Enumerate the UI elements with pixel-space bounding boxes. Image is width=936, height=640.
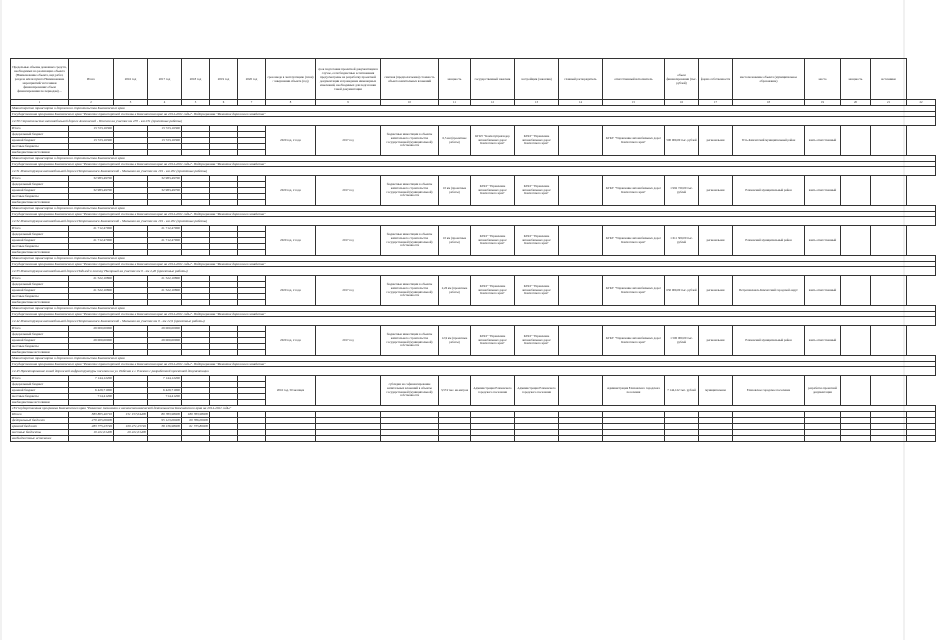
program-title: Государственная программа Камчатского края "Развитие транспортной системы в Камчатском крае на 2014-2021 годы". Подпрограмма "Развитие дорожного хозяйства" [11, 111, 936, 117]
column-number: 12 [471, 100, 515, 106]
header-cell: Предельные объемы денежных средств, необходимых на реализацию объекта (Наименование объекта, вид работ, раздела и/или пункта Наименование мероприятий/ источники финансирования/ объем финансирования по периодам) ... [11, 59, 69, 100]
builder-cell: КГКУ "Управление автомобильных дорог Камчатского края" [515, 176, 559, 206]
funding-total: 21 712,47000 [69, 226, 114, 232]
investment-kind: бюджетные инвестиции в объекты капитального строительства государственной (муниципальной) собственности [381, 276, 439, 306]
object-number: 12.43 [12, 368, 20, 373]
program-title: Государственная программа Камчатского края "Развитие транспортной системы в Камчатском крае на 2014-2021 годы". Подпрограмма "Развитие дорожного хозяйства" [11, 161, 936, 167]
volume-cell: 500 000,00 тыс. рублей [665, 126, 699, 156]
funding-empty [559, 435, 603, 441]
object-number: 12.42 [12, 318, 20, 323]
capacity-cell: 2,26 км (проектные работы) [439, 276, 471, 306]
empty-cell [559, 376, 603, 406]
funding-2018: 180 783,98000 [182, 411, 210, 417]
final-funding-row [11, 435, 936, 441]
object-title: Реконструкция автомобильной дороги Петропавловск-Камчатский - Мильково на участке км 0 - км 12,9 (проектные работы) [20, 318, 205, 323]
capacity-cell: 12,9 км (проектные работы) [439, 326, 471, 356]
funding-2017: 29 000,00000 [148, 338, 182, 344]
funding-empty [665, 435, 699, 441]
location-cell: Петропавловск-Камчатский городской округ [733, 276, 805, 306]
column-number: 22 [907, 100, 936, 106]
funding-empty [805, 435, 841, 441]
funding-empty [603, 435, 665, 441]
funding-total: 21 522,10800 [69, 276, 114, 282]
funding-label: Итого [11, 326, 69, 332]
funding-2018 [182, 435, 210, 441]
investment-kind: бюджетные инвестиции в объекты капитального строительства государственной (муниципальной) собственности [381, 226, 439, 256]
location-cell: Елизовское городское поселение [733, 376, 805, 406]
funding-total: 21 522,10800 [69, 288, 114, 294]
funding-empty [238, 435, 266, 441]
empty-cell [871, 326, 907, 356]
column-number: 15 [603, 100, 665, 106]
place-cell: взять ответственный [805, 176, 841, 206]
funding-label: Итого [11, 411, 69, 417]
funding-empty [381, 435, 439, 441]
funding-label: местные бюджеты [11, 294, 69, 300]
place-cell: взять ответственный [805, 126, 841, 156]
object-title: Проектирование линий дорожной инфраструктуры поселков на ул. Рабочая в г. Елизово с разработкой проектной документации [20, 368, 209, 373]
funding-empty [699, 435, 733, 441]
column-number: 6 [210, 100, 238, 106]
funding-label: федеральный бюджет [11, 332, 69, 338]
scan-edge-left [0, 0, 2, 640]
funding-2017: 13 723,16300 [148, 126, 182, 132]
header-cell: Итого [69, 59, 114, 100]
funding-2016: 109 271,25749 [114, 423, 148, 429]
builder-cell: Администрация Елизовского городского поселения [515, 376, 559, 406]
header-cell: источники [871, 59, 907, 100]
funding-total: 383 805,46710 [69, 411, 114, 417]
final-number: 18 [12, 406, 16, 411]
capacity-cell: 6,5 км (проектные работы) [439, 126, 471, 156]
funding-label: местные бюджеты [11, 244, 69, 250]
header-cell: объем финансирования (тыс. рублей) [665, 59, 699, 100]
funding-total: 19 221,01400 [69, 429, 114, 435]
header-cell: сметная (предполагаемая) стоимость объекта капитальных вложений [381, 59, 439, 100]
funding-total [69, 435, 114, 441]
funding-2017: 21 522,10800 [148, 288, 182, 294]
funding-empty [871, 435, 907, 441]
empty-cell [841, 376, 871, 406]
funding-2016: 29 221,01400 [114, 429, 148, 435]
funding-2017: 714,41200 [148, 394, 182, 400]
ownership-cell: региональная [699, 326, 733, 356]
funding-2017: 21 712,47000 [148, 226, 182, 232]
place-cell: разработка проектной документации [805, 376, 841, 406]
customer-cell: КГКУ "Камчатуправтодор автомобильных дорог Камчатского края" [471, 126, 515, 156]
header-cell: 2019 год [210, 59, 238, 100]
final-title: Государственная программа Камчатского края "Развитие экономики и внешнеэкономической деятельности Камчатского края на 2014-2021 годы" [16, 406, 232, 411]
program-title: Государственная программа Камчатского края "Развитие транспортной системы в Камчатском крае на 2014-2021 годы". Подпрограмма "Развитие дорожного хозяйства" [11, 361, 936, 367]
funding-total: 6 429,71000 [69, 388, 114, 394]
builder-cell: КГКУ "Управление автомобильных дорог Камчатского края" [515, 276, 559, 306]
header-row [11, 59, 936, 100]
section-title: Министерство транспорта и дорожного строительства Камчатского края [11, 106, 936, 112]
funding-label: внебюджетные источники [11, 435, 69, 441]
object-name [11, 217, 936, 226]
deadline-cell: 2016 год, 50 месяцев [266, 376, 316, 406]
section-title: Министерство транспорта и дорожного строительства Камчатского края [11, 206, 936, 212]
funding-label: федеральный бюджет [11, 282, 69, 288]
investment-kind: субсидии на софинансирование капитальных вложений в объекты государственной (муниципальной) собственности [381, 376, 439, 406]
funding-2017: 38 136,98000 [148, 423, 182, 429]
section-title: Министерство транспорта и дорожного строительства Камчатского края [11, 306, 936, 312]
funding-empty [907, 435, 936, 441]
design-cell: 2017 год [316, 176, 381, 206]
capacity-cell: 10 км (проектные работы) [439, 226, 471, 256]
empty-cell [559, 226, 603, 256]
object-title: Реконструкция автомобильной дороги Петропавловск-Камчатский - Мильково на участке км 191 - км 201 (проектные работы) [20, 218, 208, 223]
object-name [11, 267, 936, 276]
empty-cell [841, 326, 871, 356]
object-row [11, 217, 936, 226]
customer-cell: КГКУ "Управление автомобильных дорог Камчатского края" [471, 276, 515, 306]
funding-2017: 21 712,47000 [148, 238, 182, 244]
column-number: 17 [699, 100, 733, 106]
header-cell: государственный заказчик [471, 59, 515, 100]
empty-cell [871, 176, 907, 206]
funding-label: краевой бюджет [11, 238, 69, 244]
program-title: Государственная программа Камчатского края "Развитие транспортной системы в Камчатском крае на 2014-2021 годы". Подпрограмма "Развитие дорожного хозяйства" [11, 261, 936, 267]
column-number: 7 [238, 100, 266, 106]
header-cell: 2017 год [148, 59, 182, 100]
funding-label: краевой бюджет [11, 288, 69, 294]
column-number: 5 [182, 100, 210, 106]
object-name [11, 117, 936, 126]
column-number: 9 [316, 100, 381, 106]
object-name [11, 317, 936, 326]
column-number: 2 [69, 100, 114, 106]
funding-2017: 21 522,10800 [148, 276, 182, 282]
volume-cell: 7 144,122 тыс. рублей [665, 376, 699, 406]
location-cell: Елизовский муниципальный район [733, 226, 805, 256]
column-number: 21 [871, 100, 907, 106]
object-number: 12.30 [12, 118, 20, 123]
object-row [11, 117, 936, 126]
volume-cell: 1 500 000,00 тыс. рублей [665, 326, 699, 356]
funding-total: 714,41200 [69, 394, 114, 400]
funding-label: Итого [11, 376, 69, 382]
section-title: Министерство транспорта и дорожного строительства Камчатского края [11, 256, 936, 262]
column-number: 1 [11, 100, 69, 106]
funding-label: внебюджетные источники [11, 250, 69, 256]
funding-total: 283 775,23749 [69, 423, 114, 429]
empty-cell [871, 376, 907, 406]
customer-cell: КГКУ "Управление автомобильных дорог Камчатского края" [471, 226, 515, 256]
design-cell [316, 376, 381, 406]
funding-total: 29 000,00000 [69, 338, 114, 344]
funding-2017: 6 429,71000 [148, 388, 182, 394]
funding-total: 13 723,16300 [69, 138, 114, 144]
funding-label: внебюджетные источники [11, 400, 69, 406]
ownership-cell: региональная [699, 276, 733, 306]
funding-2017: 32 983,49700 [148, 176, 182, 182]
funding-empty [471, 435, 515, 441]
header-cell: 2020 год [238, 59, 266, 100]
funding-empty [316, 435, 381, 441]
header-cell: застройщик (заказчик) [515, 59, 559, 100]
ownership-cell: региональная [699, 176, 733, 206]
funding-label: внебюджетные источники [11, 350, 69, 356]
object-row [11, 167, 936, 176]
funding-2018: 61 735,86000 [182, 423, 210, 429]
header-cell: местоположение объекта (муниципальное образование) [733, 59, 805, 100]
funding-total: 7 144,12200 [69, 376, 114, 382]
design-cell: 2017 год [316, 326, 381, 356]
ownership-cell: муниципальная [699, 376, 733, 406]
place-cell: взять ответственный [805, 326, 841, 356]
object-row [11, 317, 936, 326]
funding-total: 29 000,00000 [69, 326, 114, 332]
empty-cell [841, 176, 871, 206]
funding-label: краевой бюджет [11, 338, 69, 344]
funding-empty [733, 435, 805, 441]
funding-label: внебюджетные источники [11, 200, 69, 206]
column-number: 8 [266, 100, 316, 106]
object-row [11, 267, 936, 276]
section-title: Министерство транспорта и дорожного строительства Камчатского края [11, 156, 936, 162]
funding-empty [266, 435, 316, 441]
object-row [11, 367, 936, 376]
program-title: Государственная программа Камчатского края "Развитие транспортной системы в Камчатском крае на 2014-2021 годы". Подпрограмма "Развитие дорожного хозяйства" [11, 311, 936, 317]
volume-cell: 1 992 720,00 тыс. рублей [665, 176, 699, 206]
column-number: 3 [114, 100, 148, 106]
column-number: 14 [559, 100, 603, 106]
funding-label: федеральный бюджет [11, 182, 69, 188]
deadline-cell: 2020 год, 2 года [266, 326, 316, 356]
funding-2017: 95 123,06000 [148, 417, 182, 423]
builder-cell: КГКУ "Управление автомобильных дорог Камчатского края" [515, 326, 559, 356]
empty-cell [559, 326, 603, 356]
column-number: 10 [381, 100, 439, 106]
builder-cell: КГКУ "Управление автомобильных дорог Камчатского края" [515, 126, 559, 156]
investment-kind: бюджетные инвестиции в объекты капитального строительства государственной (муниципальной) собственности [381, 326, 439, 356]
funding-2016 [114, 435, 148, 441]
funding-label: краевой бюджет [11, 188, 69, 194]
executor-cell: КГКУ "Управление автомобильных дорог Камчатского края" [603, 176, 665, 206]
funding-empty [439, 435, 471, 441]
funding-empty [210, 435, 238, 441]
object-number: 12.33 [12, 268, 20, 273]
funding-2016: 151 157,04400 [114, 411, 148, 417]
design-cell: 2017 год [316, 226, 381, 256]
design-cell: 2017 год [316, 276, 381, 306]
column-number: 13 [515, 100, 559, 106]
funding-total: 13 723,16300 [69, 126, 114, 132]
funding-total: 270 405,06000 [69, 417, 114, 423]
investment-kind: бюджетные инвестиции в объекты капитального строительства государственной (муниципальной) собственности [381, 176, 439, 206]
builder-cell: КГКУ "Управление автомобильных дорог Камчатского края" [515, 226, 559, 256]
empty-cell [559, 276, 603, 306]
column-number: 20 [841, 100, 871, 106]
deadline-cell: 2020 год, 2 года [266, 126, 316, 156]
funding-2017: 7 144,12200 [148, 376, 182, 382]
object-number: 12.32 [12, 218, 20, 223]
ownership-cell: региональная [699, 126, 733, 156]
executor-cell: Администрация Елизовского городского поселения [603, 376, 665, 406]
section-title: Министерство транспорта и дорожного строительства Камчатского края [11, 356, 936, 362]
funding-label: федеральный бюджет [11, 382, 69, 388]
location-cell: Елизовский муниципальный район [733, 176, 805, 206]
object-name [11, 167, 936, 176]
header-cell: главный распорядитель [559, 59, 603, 100]
volume-cell: 650 000,00 тыс. рублей [665, 276, 699, 306]
empty-cell [559, 126, 603, 156]
funding-label: местные бюджеты [11, 344, 69, 350]
column-number: 18 [733, 100, 805, 106]
customer-cell: Администрация Елизовского городского поселения [471, 376, 515, 406]
funding-label: краевой бюджет [11, 423, 69, 429]
ownership-cell: региональная [699, 226, 733, 256]
funding-label: федеральный бюджет [11, 132, 69, 138]
empty-cell [841, 226, 871, 256]
object-title: Строительство автомобильной дороги Апачинский - Поселок на участке км 235 - км 231 (проектные работы) [20, 118, 183, 123]
header-cell: место [805, 59, 841, 100]
customer-cell: КГКУ "Управление автомобильных дорог Камчатского края" [471, 326, 515, 356]
funding-label: местные бюджеты [11, 429, 69, 435]
object-number: 12.31 [12, 168, 20, 173]
header-cell: 2016 год [114, 59, 148, 100]
program-title: Государственная программа Камчатского края "Развитие транспортной системы в Камчатском крае на 2014-2021 годы". Подпрограмма "Развитие дорожного хозяйства" [11, 211, 936, 217]
empty-cell [559, 176, 603, 206]
column-number: 16 [665, 100, 699, 106]
empty-cell [871, 126, 907, 156]
funding-label: внебюджетные источники [11, 300, 69, 306]
funding-2017: 32 983,49700 [148, 188, 182, 194]
funding-label: федеральный бюджет [11, 417, 69, 423]
capacity-cell: 10 км (проектные работы) [439, 176, 471, 206]
header-cell: срок ввода в эксплуатацию (план) / завершения объекта (год) [266, 59, 316, 100]
place-cell: взять ответственный [805, 226, 841, 256]
place-cell: взять ответственный [805, 276, 841, 306]
funding-2017: 80 783,98000 [148, 411, 182, 417]
funding-2018: 69 786,06000 [182, 417, 210, 423]
funding-label: Итого [11, 126, 69, 132]
funding-2017: 29 000,00000 [148, 326, 182, 332]
column-number: 19 [805, 100, 841, 106]
header-cell: мощность [841, 59, 871, 100]
funding-label: краевой бюджет [11, 388, 69, 394]
executor-cell: КГКУ "Управление автомобильных дорог Камчатского края" [603, 326, 665, 356]
capacity-cell: 3,574 тыс. кв.метров [439, 376, 471, 406]
header-cell: ответственный исполнитель [603, 59, 665, 100]
object-name [11, 367, 936, 376]
object-title: Реконструкция автомобильной дороги Петропавловск-Камчатский - Мильково на участке км 191 - км 201 (проектные работы) [20, 168, 208, 173]
funding-2017 [148, 435, 182, 441]
column-number: 11 [439, 100, 471, 106]
document-sheet [10, 58, 923, 442]
funding-total: 32 983,49700 [69, 188, 114, 194]
funding-label: местные бюджеты [11, 144, 69, 150]
location-cell: Усть-Камчатский муниципальный район [733, 126, 805, 156]
funding-label: местные бюджеты [11, 394, 69, 400]
object-title: Реконструкция автомобильной дороги Подъезд к поселку Нагорный на участке км 0 - км 2,26 (проектные работы) [20, 268, 188, 273]
investment-kind: бюджетные инвестиции в объекты капитального строительства государственной (муниципальной) собственности [381, 126, 439, 156]
empty-cell [871, 276, 907, 306]
funding-label: внебюджетные источники [11, 150, 69, 156]
empty-cell [871, 226, 907, 256]
funding-label: Итого [11, 226, 69, 232]
funding-total: 21 712,47000 [69, 238, 114, 244]
header-cell: мощность [439, 59, 471, 100]
funding-2017: 13 723,16300 [148, 138, 182, 144]
funding-empty [515, 435, 559, 441]
design-cell: 2017 год [316, 126, 381, 156]
customer-cell: КГКУ "Управление автомобильных дорог Камчатского края" [471, 176, 515, 206]
header-cell: срок подготовки проектной документации в случае, если бюджетные ассигнования предусмотрены на разработку проектной документации и проведение инженерных изысканий, необходимых для подготовки такой документации [316, 59, 381, 100]
funding-label: местные бюджеты [11, 194, 69, 200]
funding-label: краевой бюджет [11, 138, 69, 144]
executor-cell: КГКУ "Управление автомобильных дорог Камчатского края" [603, 276, 665, 306]
column-number: 4 [148, 100, 182, 106]
deadline-cell: 2020 год, 2 года [266, 276, 316, 306]
executor-cell: КГКУ "Управление автомобильных дорог Камчатского края" [603, 226, 665, 256]
funding-label: федеральный бюджет [11, 232, 69, 238]
funding-empty [841, 435, 871, 441]
empty-cell [841, 276, 871, 306]
funding-label: Итого [11, 176, 69, 182]
funding-label: Итого [11, 276, 69, 282]
header-cell: 2018 год [182, 59, 210, 100]
deadline-cell: 2020 год, 2 года [266, 226, 316, 256]
volume-cell: 1 611 300,00 тыс. рублей [665, 226, 699, 256]
capital-investments-table [10, 58, 936, 442]
funding-total: 32 983,49700 [69, 176, 114, 182]
executor-cell: КГКУ "Управление автомобильных дорог Камчатского края" [603, 126, 665, 156]
deadline-cell: 2020 год, 2 года [266, 176, 316, 206]
empty-cell [841, 126, 871, 156]
header-cell: форма собственности [699, 59, 733, 100]
location-cell: Елизовский муниципальный район [733, 326, 805, 356]
